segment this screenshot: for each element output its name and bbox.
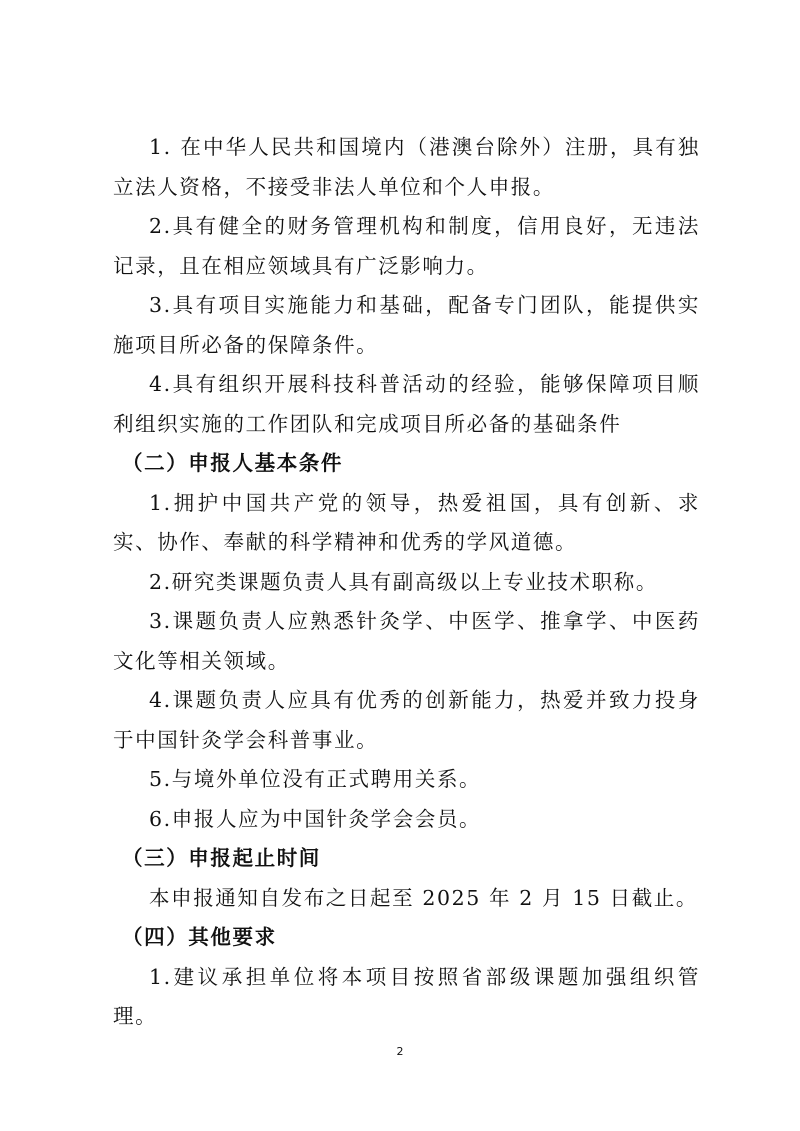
paragraph-other-1: 1.建议承担单位将本项目按照省部级课题加强组织管理。 <box>113 964 700 1028</box>
paragraph-eligibility-4: 4.具有组织开展科技科普活动的经验，能够保障项目顺利组织实施的工作团队和完成项目所必备的基础条件 <box>113 372 700 436</box>
paragraph-eligibility-2: 2.具有健全的财务管理机构和制度，信用良好，无违法记录，且在相应领域具有广泛影响力。 <box>113 214 700 278</box>
paragraph-applicant-3: 3.课题负责人应熟悉针灸学、中医学、推拿学、中医药文化等相关领域。 <box>113 609 700 673</box>
section-heading-application-period: （三）申报起止时间 <box>122 846 321 870</box>
paragraph-applicant-2: 2.研究类课题负责人具有副高级以上专业技术职称。 <box>149 569 658 594</box>
document-body <box>0 128 800 1037</box>
paragraph-eligibility-1: 1. 在中华人民共和国境内（港澳台除外）注册，具有独立法人资格，不接受非法人单位和个人申报。 <box>113 135 700 199</box>
page-number: 2 <box>396 1045 404 1058</box>
section-heading-other-requirements: （四）其他要求 <box>122 925 277 949</box>
section-heading-applicant-conditions: （二）申报人基本条件 <box>122 451 343 475</box>
paragraph-eligibility-3: 3.具有项目实施能力和基础，配备专门团队，能提供实施项目所必备的保障条件。 <box>113 293 700 357</box>
paragraph-applicant-5: 5.与境外单位没有正式聘用关系。 <box>149 767 482 791</box>
paragraph-applicant-1: 1.拥护中国共产党的领导，热爱祖国，具有创新、求实、协作、奉献的科学精神和优秀的学风道德。 <box>113 490 700 554</box>
paragraph-applicant-6: 6.申报人应为中国针灸学会会员。 <box>149 806 482 831</box>
paragraph-applicant-4: 4.课题负责人应具有优秀的创新能力，热爱并致力投身于中国针灸学会科普事业。 <box>113 688 700 752</box>
paragraph-deadline: 本申报通知自发布之日起至 2025 年 2 月 15 日截止。 <box>149 885 698 910</box>
